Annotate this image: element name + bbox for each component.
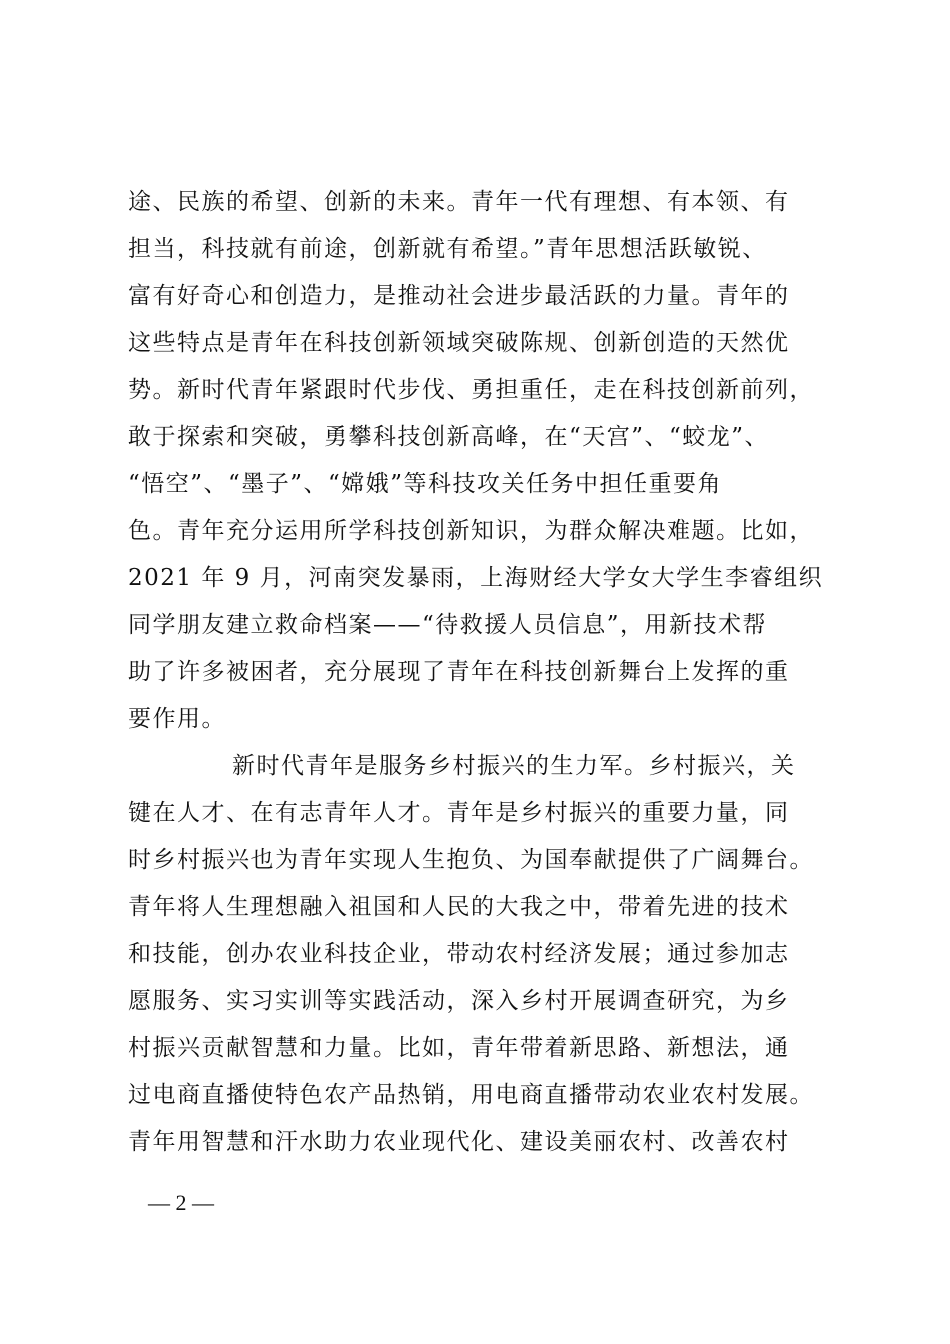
paragraph-1-line: 担当，科技就有前途，创新就有希望。”青年思想活跃敏锐、 xyxy=(128,236,767,262)
paragraph-2-line: 过电商直播使特色农产品热销，用电商直播带动农业农村发展。 xyxy=(128,1082,814,1108)
paragraph-1-line: 这些特点是青年在科技创新领域突破陈规、创新创造的天然优 xyxy=(128,330,790,356)
paragraph-2-line: 村振兴贡献智慧和力量。比如，青年带着新思路、新想法，通 xyxy=(128,1035,790,1061)
paragraph-1-line: 势。新时代青年紧跟时代步伐、勇担重任，走在科技创新前列， xyxy=(128,377,814,403)
paragraph-2-line: 键在人才、在有志青年人才。青年是乡村振兴的重要力量，同 xyxy=(128,800,790,826)
paragraph-1-line: 途、民族的希望、创新的未来。青年一代有理想、有本领、有 xyxy=(128,189,790,215)
paragraph-2-line: 愿服务、实习实训等实践活动，深入乡村开展调查研究，为乡 xyxy=(128,988,790,1014)
paragraph-2-line: 新时代青年是服务乡村振兴的生力军。乡村振兴，关 xyxy=(232,753,796,779)
paragraph-1-line: “悟空”、“墨子”、“嫦娥”等科技攻关任务中担任重要角 xyxy=(128,471,723,497)
paragraph-2-line: 时乡村振兴也为青年实现人生抱负、为国奉献提供了广阔舞台。 xyxy=(128,847,814,873)
paragraph-2-line: 青年用智慧和汗水助力农业现代化、建设美丽农村、改善农村 xyxy=(128,1129,790,1155)
paragraph-1-line: 要作用。 xyxy=(128,706,226,732)
paragraph-1-line: 富有好奇心和创造力，是推动社会进步最活跃的力量。青年的 xyxy=(128,283,790,309)
paragraph-1-line: 助了许多被困者，充分展现了青年在科技创新舞台上发挥的重 xyxy=(128,659,790,685)
paragraph-1-line: 同学朋友建立救命档案——“待救援人员信息”，用新技术帮 xyxy=(128,612,768,638)
page-number: — 2 — xyxy=(148,1190,214,1215)
paragraph-1-line: 敢于探索和突破，勇攀科技创新高峰，在“天宫”、“蛟龙”、 xyxy=(128,424,770,450)
paragraph-2-line: 和技能，创办农业科技企业，带动农村经济发展；通过参加志 xyxy=(128,941,790,967)
paragraph-1-line: 色。青年充分运用所学科技创新知识，为群众解决难题。比如， xyxy=(128,518,814,544)
paragraph-2-line: 青年将人生理想融入祖国和人民的大我之中，带着先进的技术 xyxy=(128,894,790,920)
paragraph-1-line: 2021 年 9 月，河南突发暴雨，上海财经大学女大学生李睿组织 xyxy=(128,565,824,591)
